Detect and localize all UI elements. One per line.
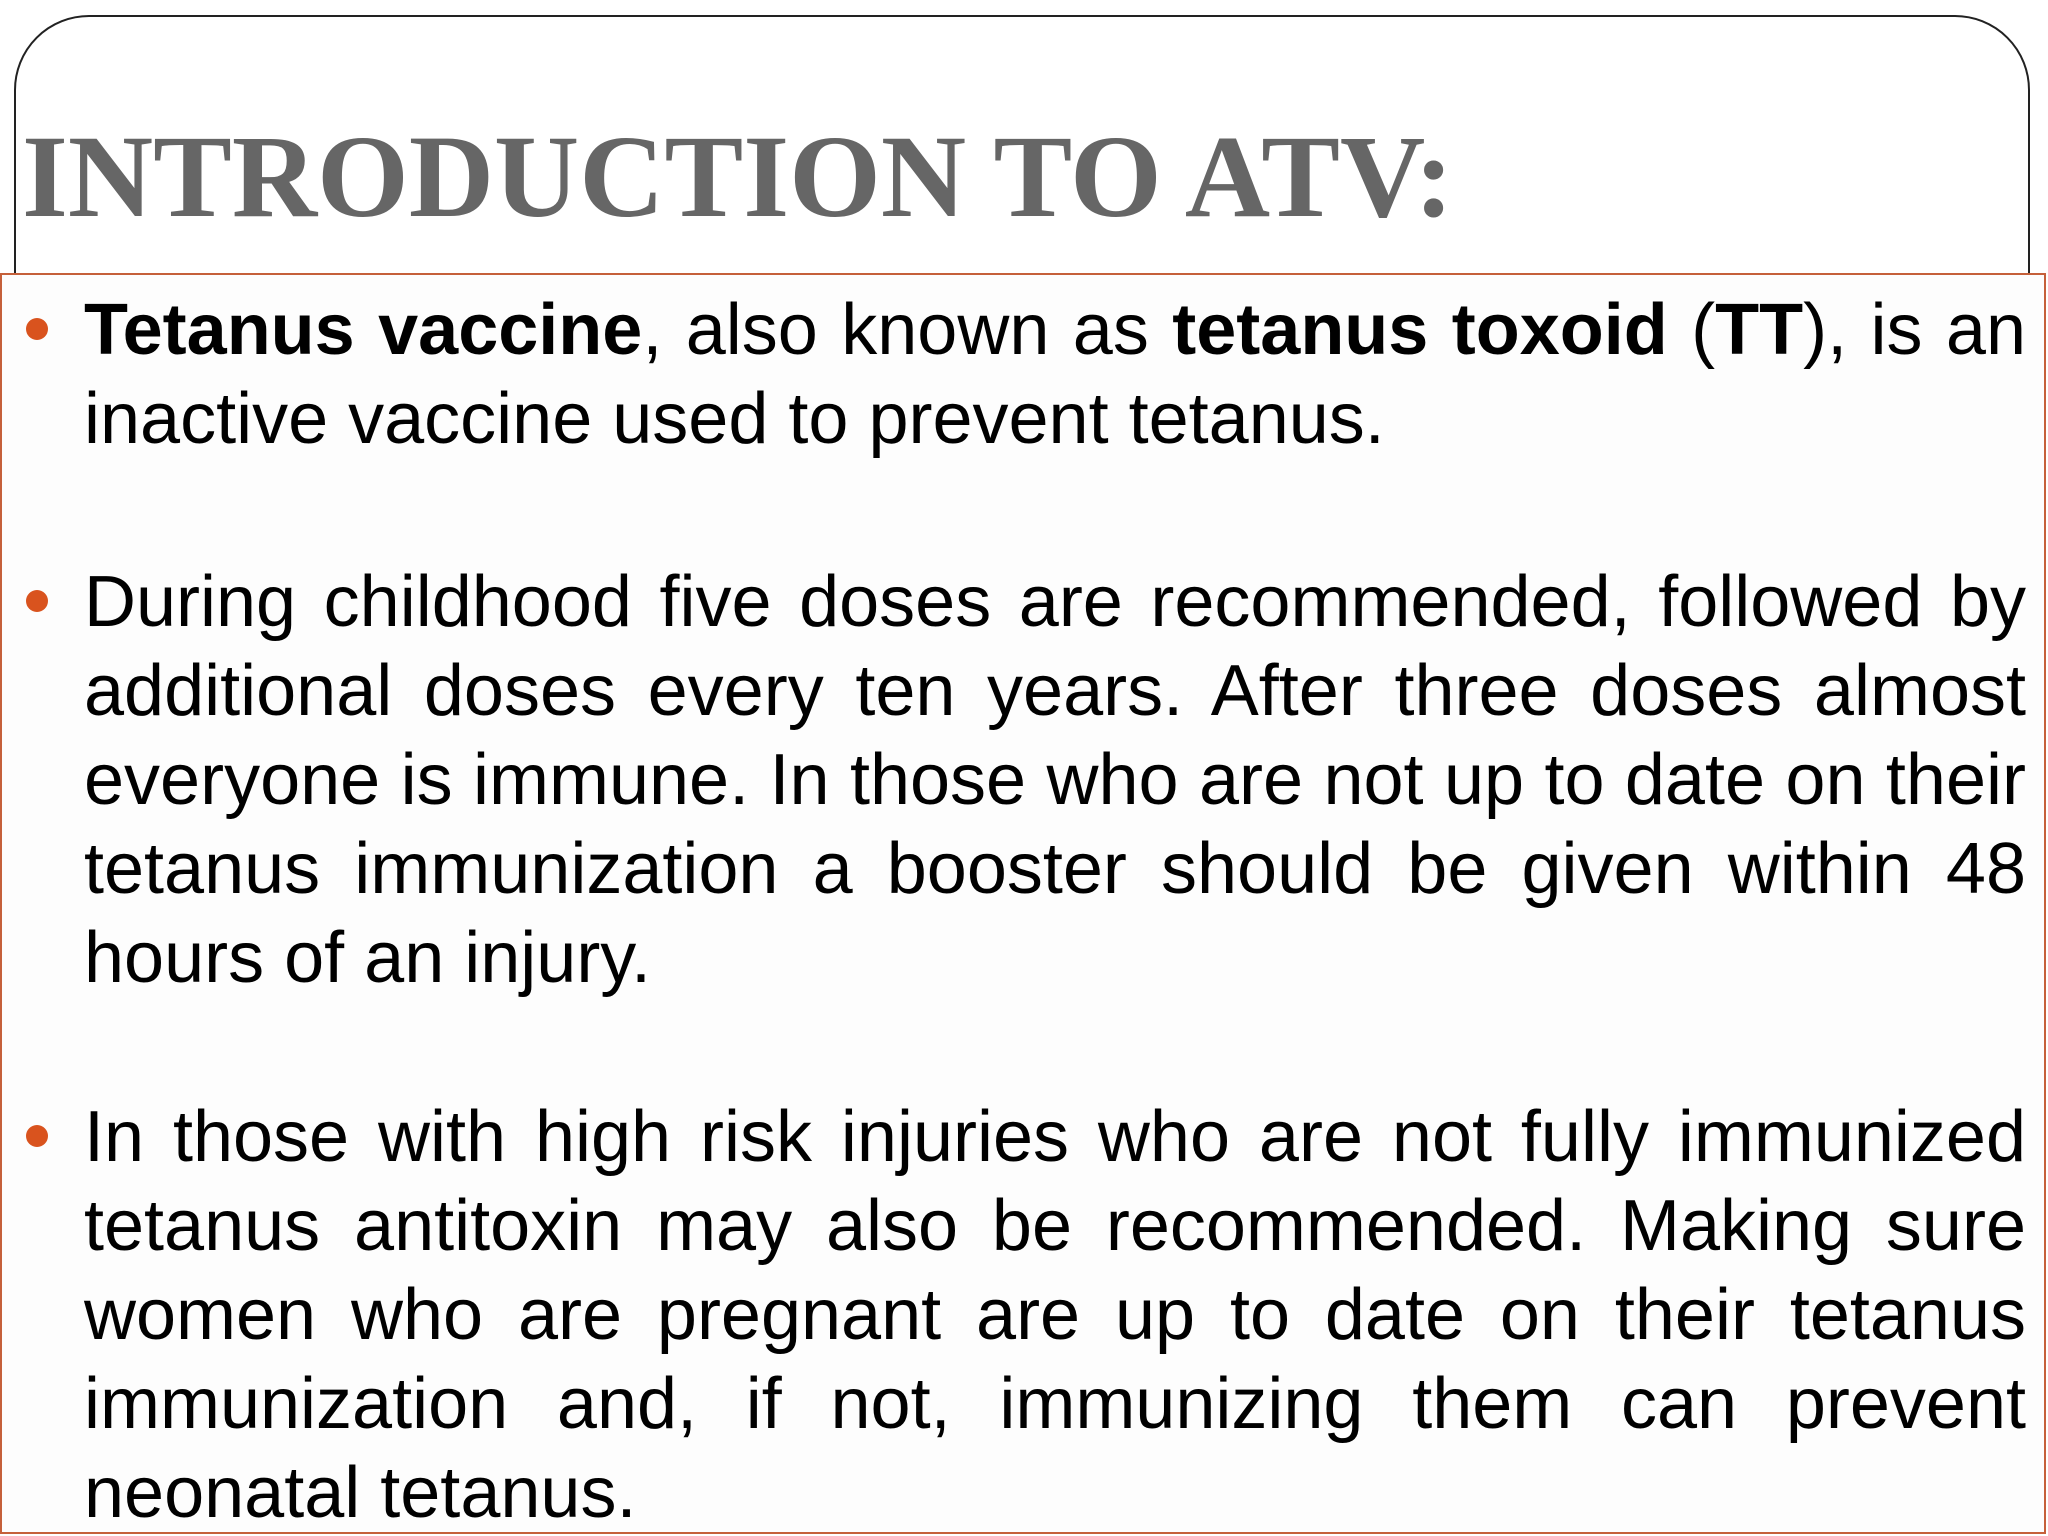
bullet-item-3 xyxy=(84,1093,2026,1536)
bullet-text: , also known as xyxy=(642,290,1173,370)
bullet-text: ( xyxy=(1667,290,1716,370)
bullet-item-2 xyxy=(84,558,2026,1003)
slide-title: INTRODUCTION TO ATV: xyxy=(22,111,1454,242)
term-tetanus-toxoid: tetanus toxoid xyxy=(1172,290,1668,370)
bullet-dot-icon xyxy=(26,318,48,340)
term-tetanus-vaccine: Tetanus vaccine xyxy=(84,290,643,370)
bullet-dot-icon xyxy=(26,1125,48,1147)
term-tt: TT xyxy=(1715,290,1804,370)
bullet-text: During childhood five doses are recommended, followed by additional doses every ten years. After three doses almost everyone is immune. In those who are not up to date on their tetanus immunization a booster should be given within 48 hours of an injury. xyxy=(84,562,2026,998)
bullet-text: In those with high risk injuries who are not fully immunized tetanus antitoxin may also be recommended. Making sure women who are pregnant are up to date on their tetanus immunization and, if not, immunizing them can prevent neonatal tetanus. xyxy=(84,1097,2026,1533)
bullet-dot-icon xyxy=(26,590,48,612)
bullet-item-1 xyxy=(84,286,2026,464)
bullet-text: ), is an inactive vaccine used to prevent tetanus. xyxy=(84,290,2027,459)
